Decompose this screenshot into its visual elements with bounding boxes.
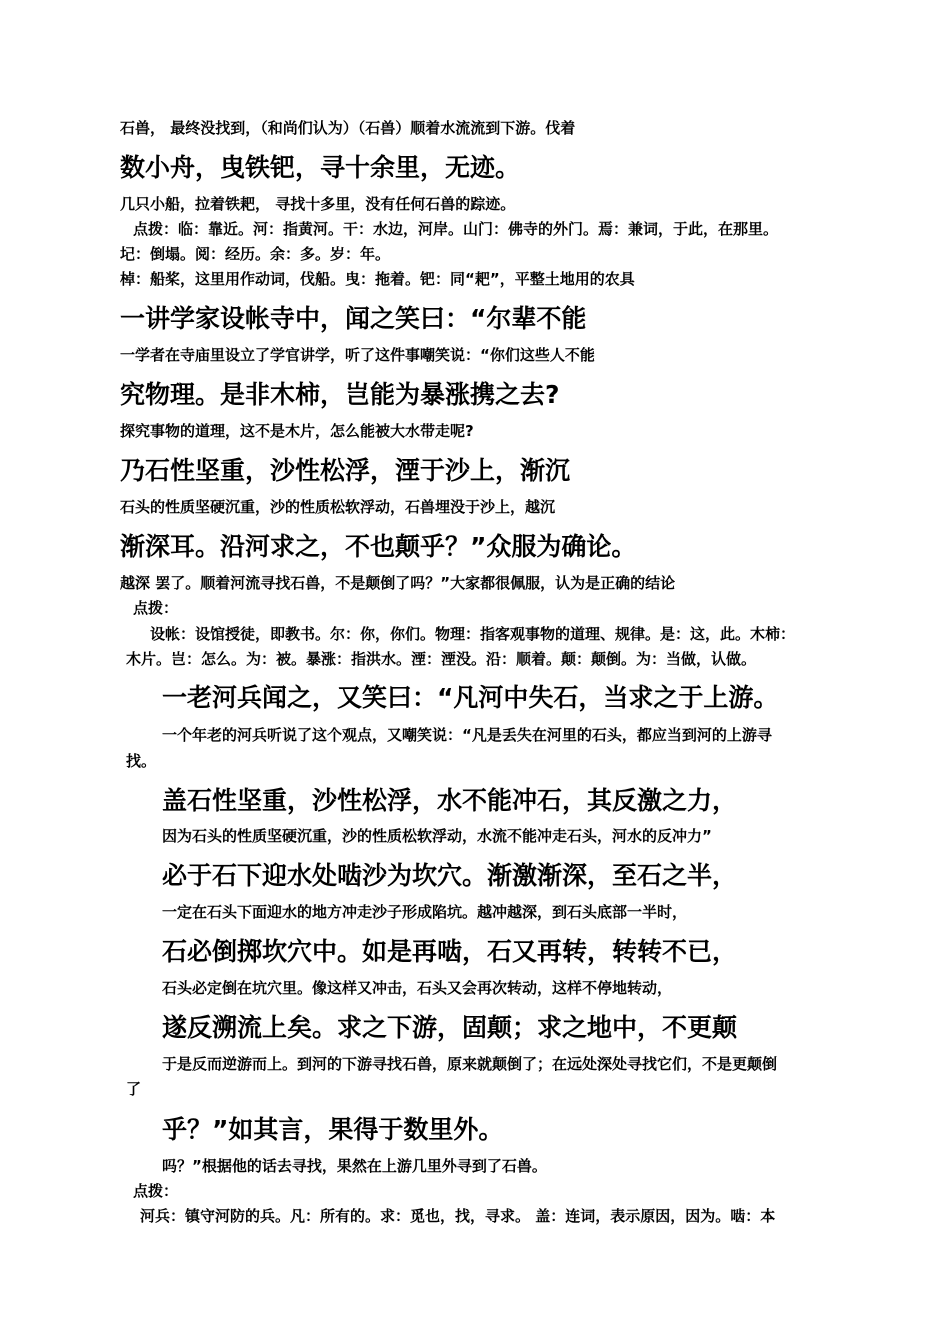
translation-line: 石头必定倒在坑穴里。像这样又冲击，石头又会再次转动，这样不停地转动， xyxy=(162,979,673,997)
classical-text-line: 盖石性坚重，沙性松浮，水不能冲石，其反激之力， xyxy=(162,786,738,815)
classical-text-line: 遂反溯流上矣。求之下游，固颠；求之地中，不更颠 xyxy=(162,1013,738,1042)
translation-line: 越深 罢了。顺着河流寻找石兽，不是颠倒了吗？”大家都很佩服，认为是正确的结论 xyxy=(120,574,676,592)
translation-line: 一定在石头下面迎水的地方冲走沙子形成陷坑。越冲越深，到石头底部一半时， xyxy=(162,903,688,921)
translation-line: 了 xyxy=(126,1080,142,1098)
note-heading: 点拨： xyxy=(133,599,179,617)
translation-line: 几只小船，拉着铁耙， 寻找十多里，没有任何石兽的踪迹。 xyxy=(120,195,516,213)
translation-line: 吗？”根据他的话去寻找，果然在上游几里外寻到了石兽。 xyxy=(162,1157,547,1175)
note-line: 圮：倒塌。阅：经历。余：多。岁：年。 xyxy=(120,245,391,263)
note-heading: 点拨： xyxy=(133,1182,179,1200)
translation-line: 一学者在寺庙里设立了学官讲学，听了这件事嘲笑说：“你们这些人不能 xyxy=(120,346,595,364)
classical-text-line: 一老河兵闻之，又笑曰：“凡河中失石，当求之于上游。 xyxy=(162,683,779,712)
note-line: 木片。岂：怎么。为：被。暴涨：指洪水。湮：湮没。沿：顺着。颠：颠倒。为：当做，认做。 xyxy=(126,650,757,668)
classical-text-line: 一讲学家设帐寺中，闻之笑曰：“尔辈不能 xyxy=(120,304,587,333)
translation-line: 探究事物的道理，这不是木片，怎么能被大水带走呢? xyxy=(120,422,474,440)
note-line: 设帐：设馆授徒，即教书。尔：你，你们。物理：指客观事物的道理、规律。是：这，此。木柿： xyxy=(150,625,796,643)
translation-line: 找。 xyxy=(126,752,157,770)
translation-line: 石头的性质坚硬沉重，沙的性质松软浮动，石兽埋没于沙上，越沉 xyxy=(120,498,556,516)
classical-text-line: 数小舟，曳铁钯，寻十余里，无迹。 xyxy=(120,153,521,182)
note-line: 点拨：临：靠近。河：指黄河。干：水边，河岸。山门：佛寺的外门。焉：兼词，于此，在那里。 xyxy=(133,220,779,238)
note-line: 河兵：镇守河防的兵。凡：所有的。求：觅也，找，寻求。 盖：连词，表示原因，因为。啮：本 xyxy=(140,1207,776,1225)
translation-line: 于是反而逆游而上。到河的下游寻找石兽，原来就颠倒了；在远处深处寻找它们，不是更颠倒 xyxy=(162,1055,778,1073)
classical-text-line: 究物理。是非木柿，岂能为暴涨携之去? xyxy=(120,380,560,409)
classical-text-line: 渐深耳。沿河求之，不也颠乎？”众服为确论。 xyxy=(120,532,637,561)
classical-text-line: 石必倒掷坎穴中。如是再啮，石又再转，转转不已， xyxy=(162,937,738,966)
classical-text-line: 乎？”如其言，果得于数里外。 xyxy=(162,1115,504,1144)
translation-line: 石兽， 最终没找到，（和尚们认为）（石兽）顺着水流流到下游。伐着 xyxy=(120,119,576,137)
translation-line: 因为石头的性质坚硬沉重，沙的性质松软浮动，水流不能冲走石头，河水的反冲力” xyxy=(162,827,712,845)
classical-text-line: 必于石下迎水处啮沙为坎穴。渐激渐深，至石之半， xyxy=(162,861,738,890)
note-line: 棹：船桨，这里用作动词，伐船。曳：拖着。钯：同“耙”，平整土地用的农具 xyxy=(120,270,635,288)
classical-text-line: 乃石性坚重，沙性松浮，湮于沙上，渐沉 xyxy=(120,456,571,485)
translation-line: 一个年老的河兵听说了这个观点，又嘲笑说：“凡是丢失在河里的石头，都应当到河的上游寻 xyxy=(162,726,772,744)
